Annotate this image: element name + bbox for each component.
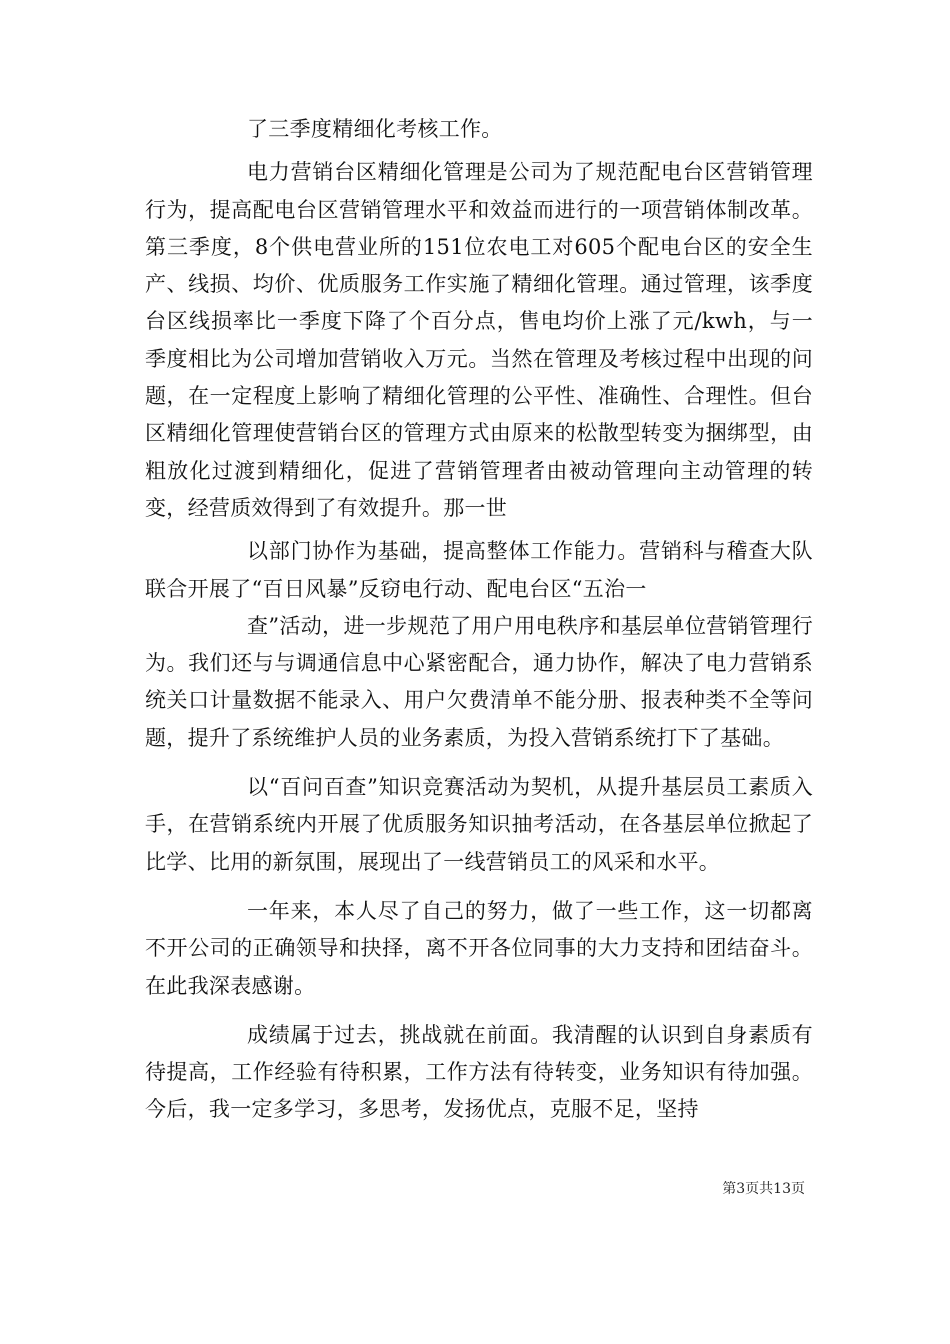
paragraph-5: 以“百问百查”知识竞赛活动为契机，从提升基层员工素质入手，在营销系统内开展了优质服务知识抽考活动，在各基层单位掀起了比学、比用的新氛围，展现出了一线营销员工的风采和水平。 — [145, 775, 813, 874]
paragraph-3: 以部门协作为基础，提高整体工作能力。营销科与稽查大队联合开展了“百日风暴”反窃电行动、配电台区“五治一 — [145, 539, 813, 601]
paragraph-2: 电力营销台区精细化管理是公司为了规范配电台区营销管理行为，提高配电台区营销管理水平和效益而进行的一项营销体制改革。第三季度，8个供电营业所的151位农电工对605个配电台区的安全生产、线损、均价、优质服务工作实施了精细化管理。通过管理，该季度台区线损率比一季度下降了个百分点，售电均价上涨了元/kwh，与一季度相比为公司增加营销收入万元。当然在管理及考核过程中出现的问题，在一定程度上影响了精细化管理的公平性、准确性、合理性。但台区精细化管理使营销台区的管理方式由原来的松散型转变为捆绑型，由粗放化过渡到精细化，促进了营销管理者由被动管理向主动管理的转变，经营质效得到了有效提升。那一世 — [145, 160, 813, 520]
page-number-footer: 第3页共13页 — [722, 1181, 805, 1197]
paragraph-7: 成绩属于过去，挑战就在前面。我清醒的认识到自身素质有待提高，工作经验有待积累，工作方法有待转变，业务知识有待加强。今后，我一定多学习，多思考，发扬优点，克服不足，坚持 — [145, 1022, 813, 1122]
paragraph-4: 查”活动，进一步规范了用户用电秩序和基层单位营销管理行为。我们还与与调通信息中心紧密配合，通力协作，解决了电力营销系统关口计量数据不能录入、用户欠费清单不能分册、报表种类不全等问题，提升了系统维护人员的业务素质，为投入营销系统打下了基础。 — [145, 613, 813, 750]
paragraph-1: 了三季度精细化考核工作。 — [247, 117, 503, 141]
document-body — [145, 111, 813, 1129]
paragraph-6: 一年来，本人尽了自己的努力，做了一些工作，这一切都离不开公司的正确领导和抉择，离不开各位同事的大力支持和团结奋斗。在此我深表感谢。 — [145, 898, 813, 998]
